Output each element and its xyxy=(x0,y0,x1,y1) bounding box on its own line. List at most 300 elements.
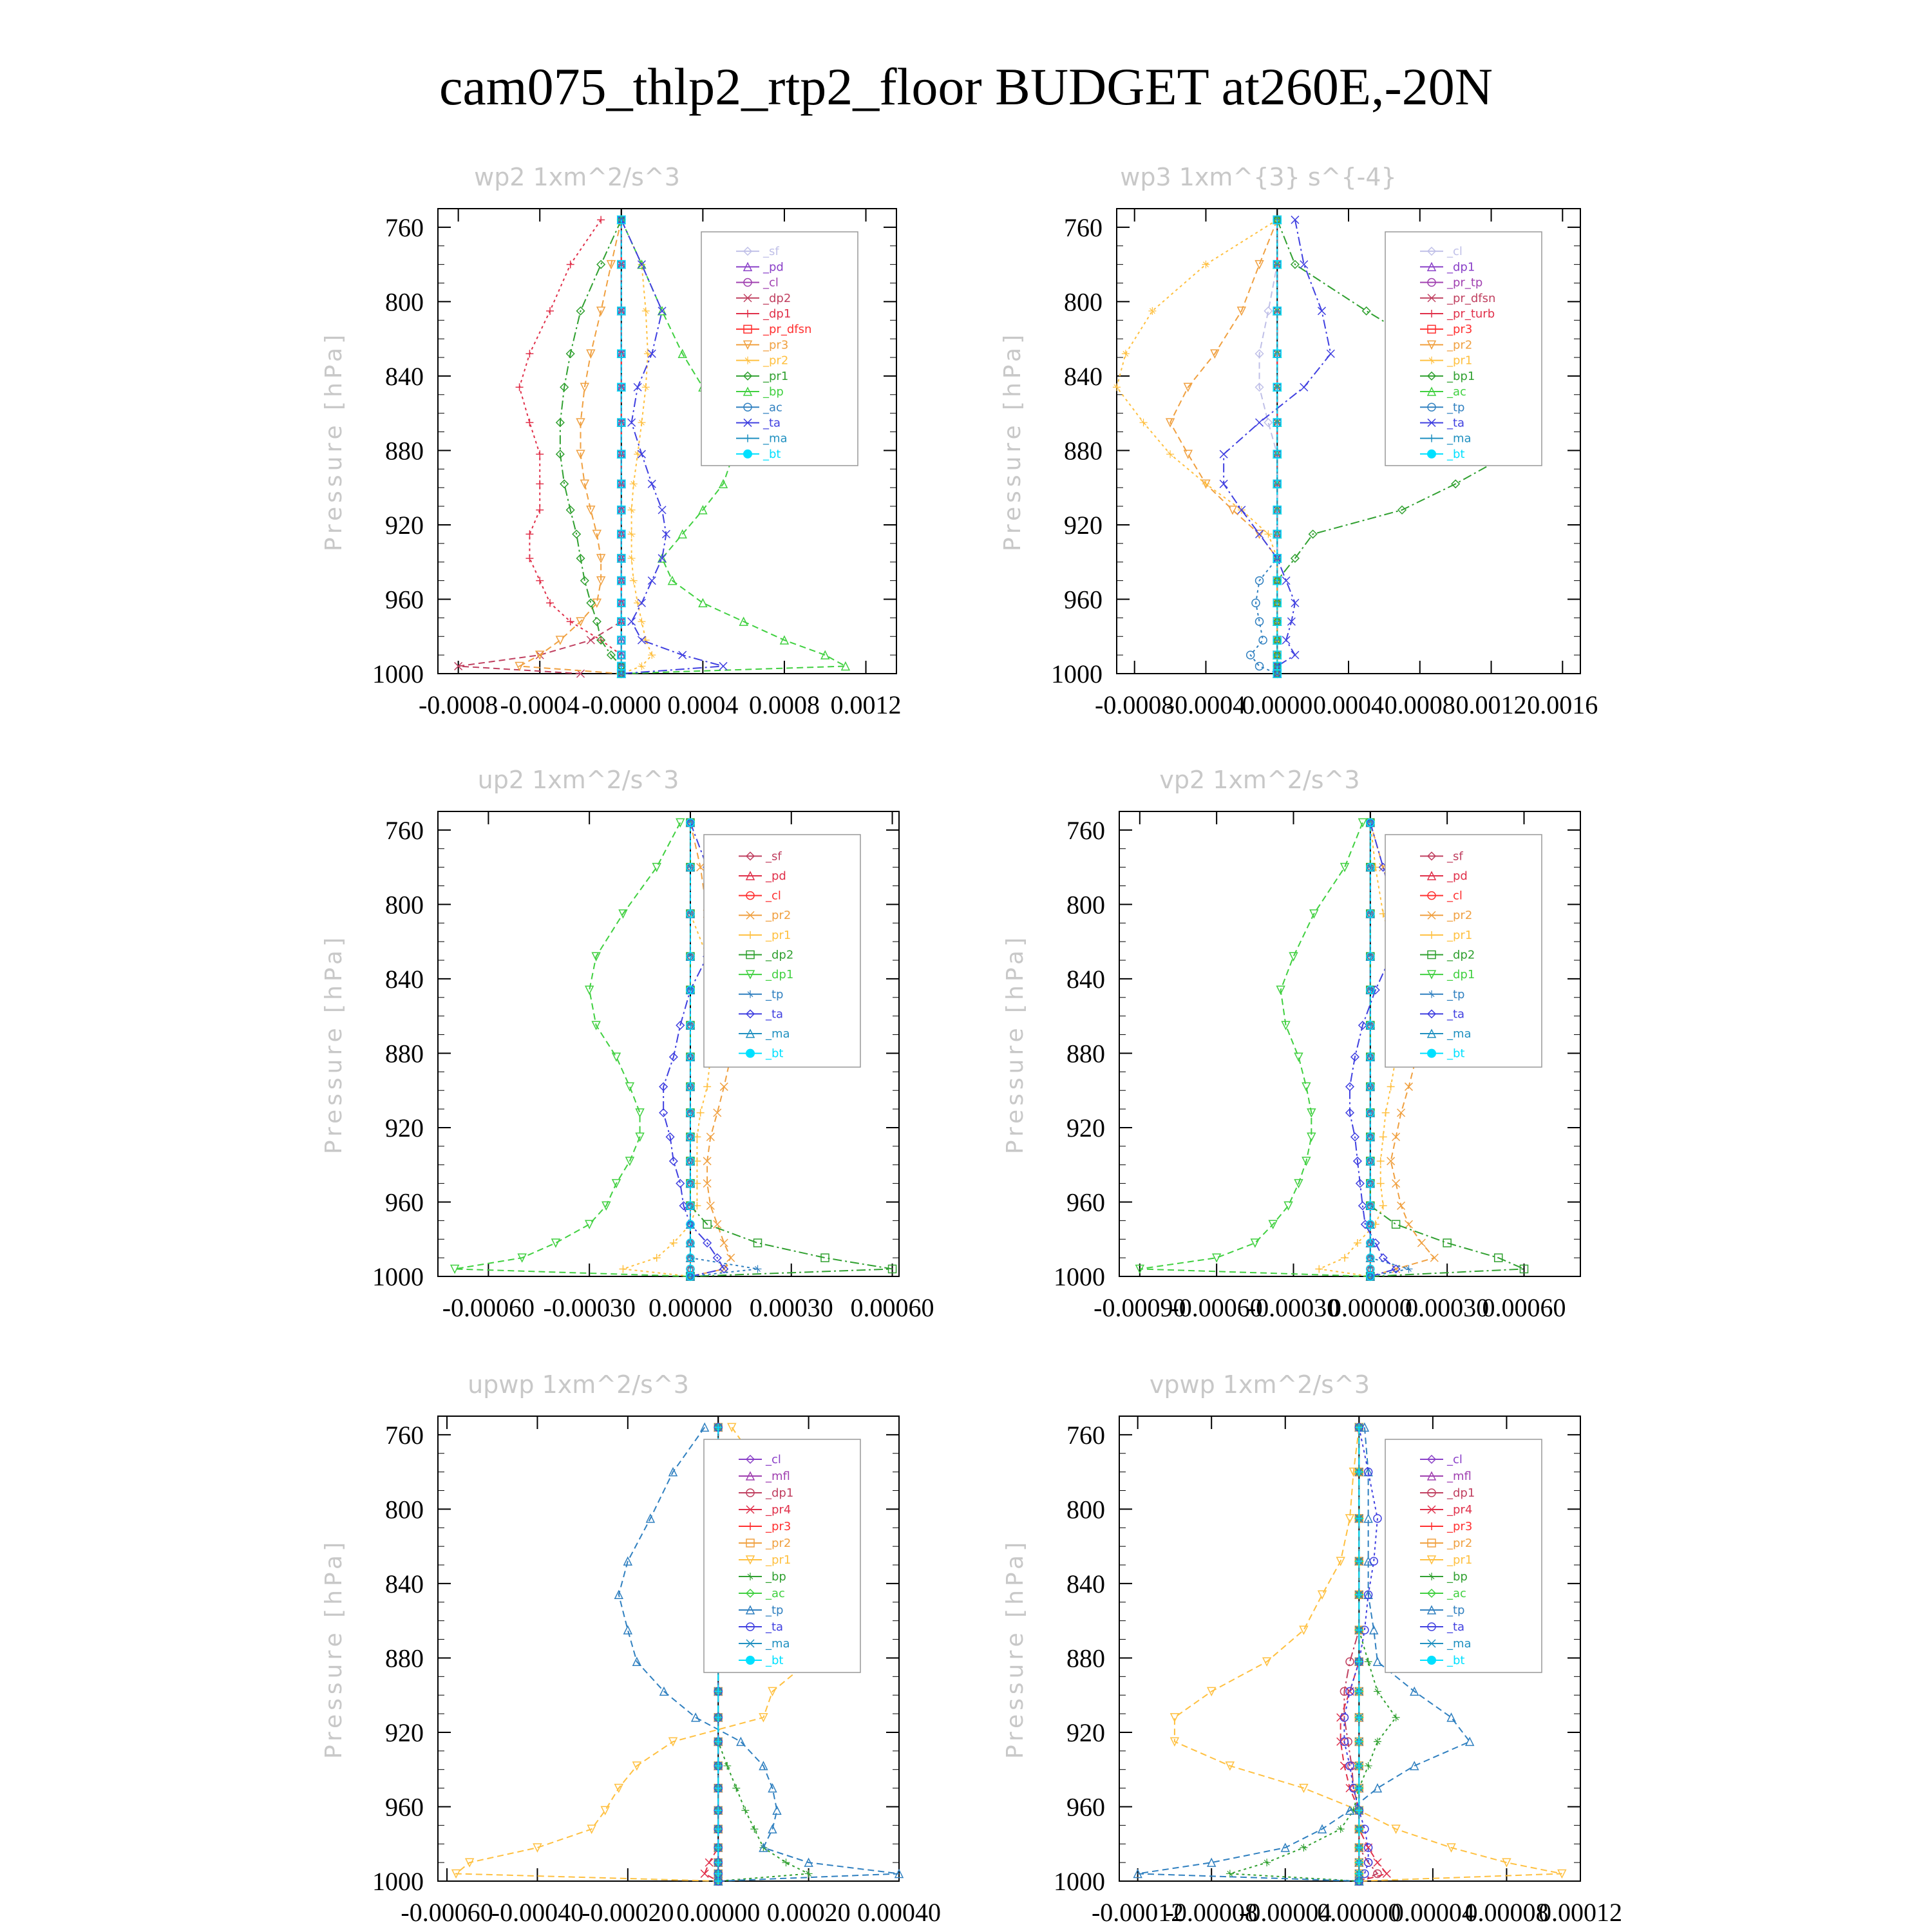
legend-label: _ma xyxy=(1447,1637,1472,1651)
y-tick-label: 960 xyxy=(385,585,424,614)
panel-title: up2 1xm^2/s^3 xyxy=(477,766,679,794)
y-tick-label: 880 xyxy=(1066,1039,1105,1068)
legend-label: _ma xyxy=(766,1637,790,1651)
legend-marker xyxy=(746,1049,755,1058)
y-tick-label: 800 xyxy=(1066,890,1105,920)
y-axis-label: Pressure [hPa] xyxy=(1002,1538,1028,1759)
legend-label: _mfl xyxy=(1447,1470,1472,1483)
legend-label: _ta xyxy=(766,1007,784,1021)
y-tick-label: 760 xyxy=(385,213,424,242)
data-point xyxy=(536,506,544,514)
data-point xyxy=(1379,1133,1387,1141)
legend-label: _pr_tp xyxy=(1447,276,1483,290)
legend-label: _cl xyxy=(766,1453,781,1466)
legend-label: _ta xyxy=(1447,416,1465,430)
legend-label: _dp2 xyxy=(766,948,794,962)
y-tick-label: 760 xyxy=(1066,815,1105,845)
legend-label: _dp1 xyxy=(1447,1486,1475,1500)
data-point xyxy=(1263,1859,1271,1866)
legend-label: _bt xyxy=(766,1654,784,1667)
data-point xyxy=(723,1762,731,1770)
legend-marker xyxy=(746,1656,755,1665)
legend-label: _pd xyxy=(766,869,786,883)
x-tick-label: 0.0012 xyxy=(830,690,902,719)
x-tick-label: -0.0000 xyxy=(582,690,661,719)
data-point xyxy=(658,506,666,514)
data-point xyxy=(679,651,687,659)
y-tick-label: 920 xyxy=(1066,1718,1105,1747)
series-line xyxy=(1140,822,1370,1276)
y-tick-label: 880 xyxy=(385,436,424,466)
series-line xyxy=(520,220,621,674)
data-point xyxy=(597,261,605,269)
legend-label: _dp2 xyxy=(763,291,791,305)
series-line xyxy=(1170,220,1277,674)
data-point xyxy=(619,1265,627,1273)
series-line xyxy=(560,220,621,674)
legend xyxy=(1385,1439,1542,1672)
x-tick-label: 0.0008 xyxy=(1384,690,1455,719)
data-point xyxy=(638,419,645,426)
series-line xyxy=(455,822,690,1276)
data-point xyxy=(705,1859,713,1866)
data-point xyxy=(1365,1762,1372,1770)
data-point xyxy=(526,350,533,357)
data-point xyxy=(630,480,638,488)
data-point xyxy=(720,1083,728,1090)
data-point xyxy=(1405,1220,1412,1228)
x-tick-label: 0.00060 xyxy=(1482,1293,1566,1322)
panel-title: vp2 1xm^2/s^3 xyxy=(1159,766,1360,794)
y-tick-label: 880 xyxy=(1064,436,1103,466)
x-tick-label: 0.00020 xyxy=(766,1898,851,1927)
data-point xyxy=(1341,1254,1349,1262)
data-point xyxy=(714,1109,721,1117)
data-point xyxy=(552,1239,560,1247)
data-point xyxy=(1220,450,1227,458)
series-pr1 xyxy=(556,216,625,677)
legend-label: _mfl xyxy=(766,1470,790,1483)
y-tick-label: 840 xyxy=(1064,361,1103,391)
data-point xyxy=(567,261,574,269)
legend xyxy=(704,835,860,1067)
legend-label: _pr_turb xyxy=(1447,307,1495,321)
series-line xyxy=(459,220,621,674)
data-point xyxy=(1318,1591,1326,1598)
y-tick-label: 760 xyxy=(385,815,424,845)
data-point xyxy=(1202,480,1209,488)
y-tick-label: 800 xyxy=(1066,1495,1105,1524)
panel-title: wp3 1xm^{3} s^{-4} xyxy=(1120,163,1397,191)
series-pr2 xyxy=(1166,216,1281,677)
legend xyxy=(701,232,858,466)
x-tick-label: 0.00060 xyxy=(850,1293,934,1322)
data-point xyxy=(732,1785,740,1792)
legend-label: _pr2 xyxy=(1447,909,1473,923)
legend-marker xyxy=(1427,450,1436,459)
data-point xyxy=(1318,307,1325,315)
data-point xyxy=(642,383,650,391)
data-point xyxy=(630,577,638,585)
legend-label: _pr3 xyxy=(1447,323,1473,337)
data-point xyxy=(626,1083,634,1090)
legend-label: _cl xyxy=(1447,245,1463,259)
panel-1 xyxy=(321,163,902,719)
legend-marker xyxy=(1427,1049,1436,1058)
panel-title: upwp 1xm^2/s^3 xyxy=(468,1370,689,1399)
legend-label: _pr1 xyxy=(1447,354,1473,368)
legend-label: _cl xyxy=(766,889,781,903)
y-axis-label: Pressure [hPa] xyxy=(1002,933,1028,1155)
data-point xyxy=(805,1870,813,1877)
y-tick-label: 920 xyxy=(385,510,424,540)
legend-label: _tp xyxy=(1447,987,1465,1001)
legend-label: _ac xyxy=(763,401,782,415)
data-point xyxy=(1289,952,1297,960)
x-tick-label: 0.0004 xyxy=(1313,690,1384,719)
data-point xyxy=(536,577,544,585)
data-point xyxy=(1294,1053,1302,1061)
series-line xyxy=(621,220,652,674)
data-point xyxy=(526,530,533,538)
data-point xyxy=(727,1254,735,1262)
y-axis-label: Pressure [hPa] xyxy=(321,933,347,1155)
x-tick-label: 0.00008 xyxy=(1464,1898,1549,1927)
data-point xyxy=(1337,1825,1345,1833)
data-point xyxy=(597,216,605,223)
x-tick-label: -0.0004 xyxy=(1166,690,1246,719)
legend-label: _ma xyxy=(1447,1027,1472,1041)
data-point xyxy=(612,1053,620,1061)
y-axis-label: Pressure [hPa] xyxy=(321,330,347,552)
legend-label: _ma xyxy=(763,431,788,446)
data-point xyxy=(536,480,544,488)
data-point xyxy=(750,1825,758,1833)
legend-label: _bp1 xyxy=(1447,369,1475,383)
data-point xyxy=(1300,383,1308,391)
data-point xyxy=(1291,651,1299,659)
legend-label: _tp xyxy=(766,1604,784,1617)
y-tick-label: 760 xyxy=(385,1420,424,1450)
data-point xyxy=(1184,450,1192,458)
y-tick-label: 1000 xyxy=(1051,659,1103,688)
x-tick-label: 0.0012 xyxy=(1455,690,1527,719)
data-point xyxy=(1377,1180,1385,1188)
data-point xyxy=(1370,1557,1378,1565)
data-point xyxy=(1166,450,1174,458)
y-tick-label: 960 xyxy=(1066,1188,1105,1217)
legend-label: _bt xyxy=(1447,447,1465,461)
data-point xyxy=(1264,419,1272,426)
y-tick-label: 960 xyxy=(1066,1792,1105,1822)
legend-label: _ta xyxy=(763,416,781,430)
legend-label: _pr3 xyxy=(1447,1520,1473,1533)
x-tick-label: -0.00060 xyxy=(1170,1293,1263,1322)
y-tick-label: 880 xyxy=(385,1643,424,1673)
series-line xyxy=(520,220,621,674)
y-tick-label: 840 xyxy=(385,361,424,391)
x-tick-label: 0.00000 xyxy=(1328,1293,1412,1322)
data-point xyxy=(560,480,568,488)
legend-label: _pd xyxy=(1447,869,1468,883)
x-tick-label: 0.0004 xyxy=(667,690,739,719)
data-point xyxy=(1374,1859,1381,1866)
y-tick-label: 760 xyxy=(1064,213,1103,242)
panel-4 xyxy=(1002,766,1580,1322)
data-point xyxy=(1341,864,1349,871)
data-point xyxy=(701,1870,708,1877)
panel-2 xyxy=(999,163,1598,719)
data-point xyxy=(1282,636,1290,644)
legend-label: _ta xyxy=(1447,1007,1465,1021)
legend-label: _pr3 xyxy=(763,338,789,352)
data-point xyxy=(1363,307,1370,315)
series-ta xyxy=(1340,1423,1381,1885)
data-point xyxy=(1315,1265,1323,1273)
data-point xyxy=(634,599,641,607)
legend-label: _tp xyxy=(1447,1604,1465,1617)
panel-title: wp2 1xm^2/s^3 xyxy=(474,163,680,191)
data-point xyxy=(1405,1083,1412,1090)
x-tick-label: -0.0008 xyxy=(1095,690,1175,719)
series-dp1 xyxy=(1136,819,1374,1280)
data-point xyxy=(719,662,727,670)
data-point xyxy=(526,554,533,562)
legend-marker xyxy=(743,450,752,459)
legend-label: _ac xyxy=(1447,1587,1466,1600)
data-point xyxy=(638,618,645,625)
x-tick-label: -0.00030 xyxy=(1247,1293,1340,1322)
legend-label: _pr4 xyxy=(766,1503,791,1517)
data-point xyxy=(1256,530,1264,538)
series-dp1 xyxy=(516,216,625,677)
x-tick-label: 0.00000 xyxy=(1317,1898,1401,1927)
series-line xyxy=(623,822,717,1276)
legend-label: _bp xyxy=(763,385,784,399)
y-tick-label: 1000 xyxy=(1054,1867,1105,1896)
legend-label: _pr2 xyxy=(766,1537,791,1550)
data-point xyxy=(636,1109,644,1117)
legend-label: _dp1 xyxy=(763,307,791,321)
series-dp1 xyxy=(451,819,694,1280)
legend-label: _cl xyxy=(1447,1453,1463,1466)
x-tick-label: 0.00000 xyxy=(648,1293,732,1322)
legend-label: _ma xyxy=(766,1027,790,1041)
data-point xyxy=(526,419,533,426)
y-tick-label: 960 xyxy=(385,1188,424,1217)
series-pr2 xyxy=(618,216,656,677)
data-point xyxy=(587,636,594,644)
y-tick-label: 840 xyxy=(1066,1569,1105,1598)
x-tick-label: 0.00040 xyxy=(857,1898,941,1927)
data-point xyxy=(628,618,636,625)
data-point xyxy=(1383,1870,1390,1877)
legend-label: _pr_dfsn xyxy=(763,323,812,337)
legend-label: _pr1 xyxy=(766,928,791,942)
x-tick-label: -0.00030 xyxy=(543,1293,636,1322)
series-pr3 xyxy=(516,216,625,677)
legend-label: _dp1 xyxy=(766,968,794,982)
legend-label: _bp xyxy=(766,1570,786,1584)
y-tick-label: 880 xyxy=(1066,1643,1105,1673)
series-bt xyxy=(1367,819,1374,1280)
data-point xyxy=(628,506,636,514)
legend-label: _pr_dfsn xyxy=(1447,291,1496,305)
data-point xyxy=(1382,1109,1390,1117)
legend-label: _ac xyxy=(766,1587,785,1600)
data-point xyxy=(624,1626,632,1634)
data-point xyxy=(546,599,554,607)
panel-5 xyxy=(321,1370,941,1927)
legend-label: _cl xyxy=(1447,889,1463,903)
legend-label: _dp1 xyxy=(766,1486,794,1500)
data-point xyxy=(720,1239,728,1247)
y-tick-label: 800 xyxy=(385,287,424,317)
legend-label: _sf xyxy=(1447,849,1463,864)
data-point xyxy=(642,307,650,315)
x-tick-label: -0.00040 xyxy=(491,1898,584,1927)
series-tp xyxy=(1247,216,1282,677)
legend xyxy=(704,1439,860,1672)
data-point xyxy=(1417,1239,1425,1247)
y-tick-label: 840 xyxy=(385,1569,424,1598)
legend-label: _pr2 xyxy=(1447,338,1473,352)
data-point xyxy=(1256,261,1264,269)
legend-label: _pr1 xyxy=(763,369,789,383)
data-point xyxy=(1374,1687,1381,1695)
data-point xyxy=(1256,662,1264,670)
data-point xyxy=(1256,419,1264,426)
legend-label: _ma xyxy=(1447,431,1472,446)
series-pr1 xyxy=(1113,216,1281,677)
y-tick-label: 1000 xyxy=(372,659,424,688)
y-tick-label: 800 xyxy=(385,1495,424,1524)
x-tick-label: -0.00020 xyxy=(582,1898,674,1927)
y-tick-label: 920 xyxy=(1066,1113,1105,1142)
data-point xyxy=(648,480,656,488)
x-tick-label: 0.0016 xyxy=(1527,690,1598,719)
series-line xyxy=(1341,1427,1387,1881)
y-tick-label: 760 xyxy=(1066,1420,1105,1450)
page-title: cam075_thlp2_rtp2_floor BUDGET at260E,-20N xyxy=(439,57,1493,116)
series-bp xyxy=(1226,1423,1400,1885)
data-point xyxy=(628,554,636,562)
data-point xyxy=(703,1083,711,1090)
data-point xyxy=(1392,1220,1400,1228)
legend-label: _cl xyxy=(763,276,779,290)
data-point xyxy=(1387,1083,1395,1090)
series-bt xyxy=(618,216,625,677)
x-tick-label: -0.00060 xyxy=(442,1293,535,1322)
series-pr4 xyxy=(1337,1423,1391,1885)
data-point xyxy=(1282,577,1290,585)
legend-label: _ta xyxy=(766,1620,784,1634)
x-tick-label: -0.00008 xyxy=(1165,1898,1258,1927)
data-point xyxy=(821,651,829,659)
x-tick-label: 0.00030 xyxy=(749,1293,833,1322)
legend-label: _dp1 xyxy=(1447,968,1475,982)
legend-marker xyxy=(1427,1656,1436,1665)
legend-label: _sf xyxy=(766,849,782,864)
legend-label: _dp1 xyxy=(1447,260,1475,274)
legend-label: _ac xyxy=(1447,385,1466,399)
legend-label: _bt xyxy=(1447,1046,1465,1061)
legend-label: _pr1 xyxy=(766,1553,791,1567)
legend-label: _pr2 xyxy=(766,909,791,923)
x-tick-label: -0.00090 xyxy=(1094,1293,1186,1322)
y-tick-label: 1000 xyxy=(372,1867,424,1896)
data-point xyxy=(628,530,636,538)
data-point xyxy=(782,1859,790,1866)
series-line xyxy=(1230,1427,1396,1881)
y-tick-label: 1000 xyxy=(372,1262,424,1291)
x-tick-label: -0.00060 xyxy=(401,1898,493,1927)
y-tick-label: 840 xyxy=(1066,964,1105,994)
x-tick-label: 0.00012 xyxy=(1539,1898,1622,1927)
x-tick-label: -0.00004 xyxy=(1239,1898,1332,1927)
data-point xyxy=(1443,1239,1451,1247)
series-bt xyxy=(687,819,694,1280)
legend xyxy=(1385,232,1542,466)
legend-label: _sf xyxy=(763,245,779,259)
y-axis-label: Pressure [hPa] xyxy=(321,1538,347,1759)
legend-label: _pr1 xyxy=(1447,928,1473,942)
data-point xyxy=(1327,350,1334,357)
data-point xyxy=(516,383,524,391)
data-point xyxy=(697,1109,705,1117)
series-dp2 xyxy=(455,216,625,677)
x-tick-label: 0.0000 xyxy=(1242,690,1313,719)
legend-label: _dp2 xyxy=(1447,948,1475,962)
legend-label: _tp xyxy=(1447,401,1465,415)
x-tick-label: 0.00030 xyxy=(1405,1293,1490,1322)
data-point xyxy=(1365,1658,1372,1665)
data-point xyxy=(714,1220,721,1228)
legend-label: _bp xyxy=(1447,1570,1468,1584)
legend xyxy=(1385,835,1542,1067)
panel-6 xyxy=(1002,1370,1622,1927)
y-tick-label: 840 xyxy=(385,964,424,994)
y-tick-label: 1000 xyxy=(1054,1262,1105,1291)
x-tick-label: 0.00000 xyxy=(676,1898,761,1927)
data-point xyxy=(1377,1157,1385,1165)
data-point xyxy=(658,307,666,315)
y-tick-label: 960 xyxy=(1064,585,1103,614)
x-tick-label: -0.00012 xyxy=(1091,1898,1184,1927)
data-point xyxy=(1300,1844,1307,1852)
legend-label: _pd xyxy=(763,260,784,274)
data-point xyxy=(1430,1254,1438,1262)
data-point xyxy=(753,1265,761,1273)
y-tick-label: 920 xyxy=(1064,510,1103,540)
data-point xyxy=(533,1844,541,1852)
x-tick-label: 0.00004 xyxy=(1390,1898,1475,1927)
data-point xyxy=(1379,1202,1387,1209)
y-tick-label: 960 xyxy=(385,1792,424,1822)
panel-3 xyxy=(321,766,934,1322)
panel-title: vpwp 1xm^2/s^3 xyxy=(1149,1370,1370,1399)
data-point xyxy=(536,450,544,458)
y-axis-label: Pressure [hPa] xyxy=(999,330,1026,552)
y-tick-label: 920 xyxy=(385,1718,424,1747)
legend-label: _pr1 xyxy=(1447,1553,1473,1567)
legend-label: _tp xyxy=(766,987,784,1001)
data-point xyxy=(1122,350,1130,357)
x-tick-label: -0.0008 xyxy=(418,690,498,719)
y-tick-label: 800 xyxy=(385,890,424,920)
y-tick-label: 800 xyxy=(1064,287,1103,317)
legend-label: _bt xyxy=(763,447,781,461)
